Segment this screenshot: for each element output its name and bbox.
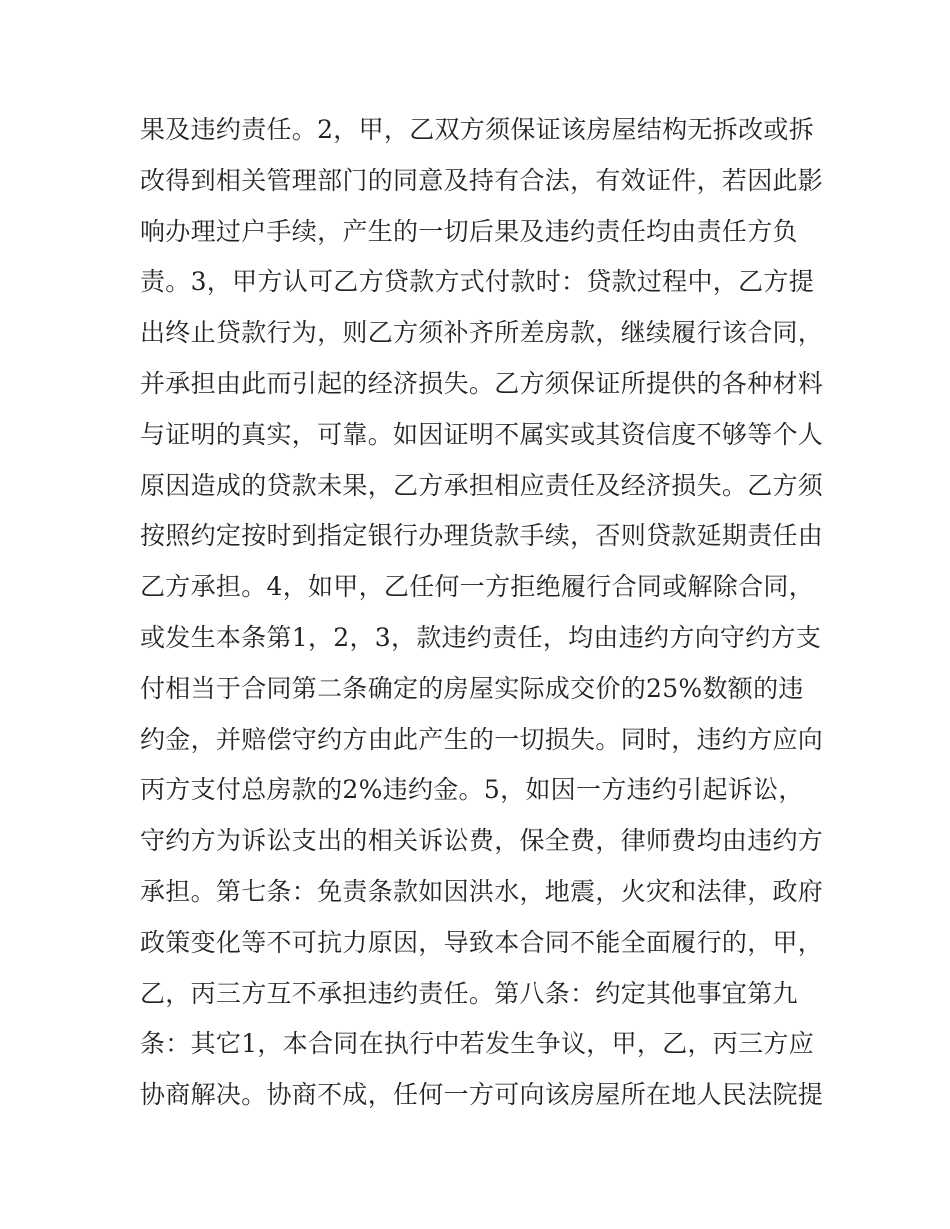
contract-text <box>140 105 830 1121</box>
text-line: 与证明的真实，可靠。如因证明不属实或其资信度不够等个人 <box>140 419 824 449</box>
text-line: 或发生本条第1，2，3，款违约责任，均由违约方向守约方支 <box>140 622 822 652</box>
text-line: 责。3，甲方认可乙方贷款方式付款时：贷款过程中，乙方提 <box>140 267 815 297</box>
text-line: 守约方为诉讼支出的相关诉讼费，保全费，律师费均由违约方 <box>140 826 824 856</box>
text-line: 出终止贷款行为，则乙方须补齐所差房款，继续履行该合同， <box>140 318 824 348</box>
text-line: 丙方支付总房款的2%违约金。5，如因一方违约引起诉讼， <box>140 775 804 805</box>
text-line: 改得到相关管理部门的同意及持有合法，有效证件，若因此影 <box>140 165 824 195</box>
text-line: 付相当于合同第二条确定的房屋实际成交价的25%数额的违 <box>140 673 804 703</box>
text-line: 政策变化等不可抗力原因，导致本合同不能全面履行的，甲， <box>140 927 824 957</box>
text-line: 按照约定按时到指定银行办理货款手续，否则贷款延期责任由 <box>140 521 824 551</box>
text-line: 果及违约责任。2，甲，乙双方须保证该房屋结构无拆改或拆 <box>140 115 815 144</box>
text-line: 原因造成的贷款未果，乙方承担相应责任及经济损失。乙方须 <box>140 470 824 500</box>
text-line: 约金，并赔偿守约方由此产生的一切损失。同时，违约方应向 <box>140 724 824 754</box>
text-line: 条：其它1，本合同在执行中若发生争议，甲，乙，丙三方应 <box>140 1029 815 1059</box>
text-line: 并承担由此而引起的经济损失。乙方须保证所提供的各种材料 <box>140 368 824 398</box>
text-line: 乙方承担。4，如甲，乙任何一方拒绝履行合同或解除合同， <box>140 572 815 602</box>
text-line: 承担。第七条：免责条款如因洪水，地震，火灾和法律，政府 <box>140 876 824 906</box>
text-line: 乙，丙三方互不承担违约责任。第八条：约定其他事宜第九 <box>140 978 798 1008</box>
text-line: 响办理过户手续，产生的一切后果及违约责任均由责任方负 <box>140 216 798 246</box>
text-line: 协商解决。协商不成，任何一方可向该房屋所在地人民法院提 <box>140 1080 824 1110</box>
